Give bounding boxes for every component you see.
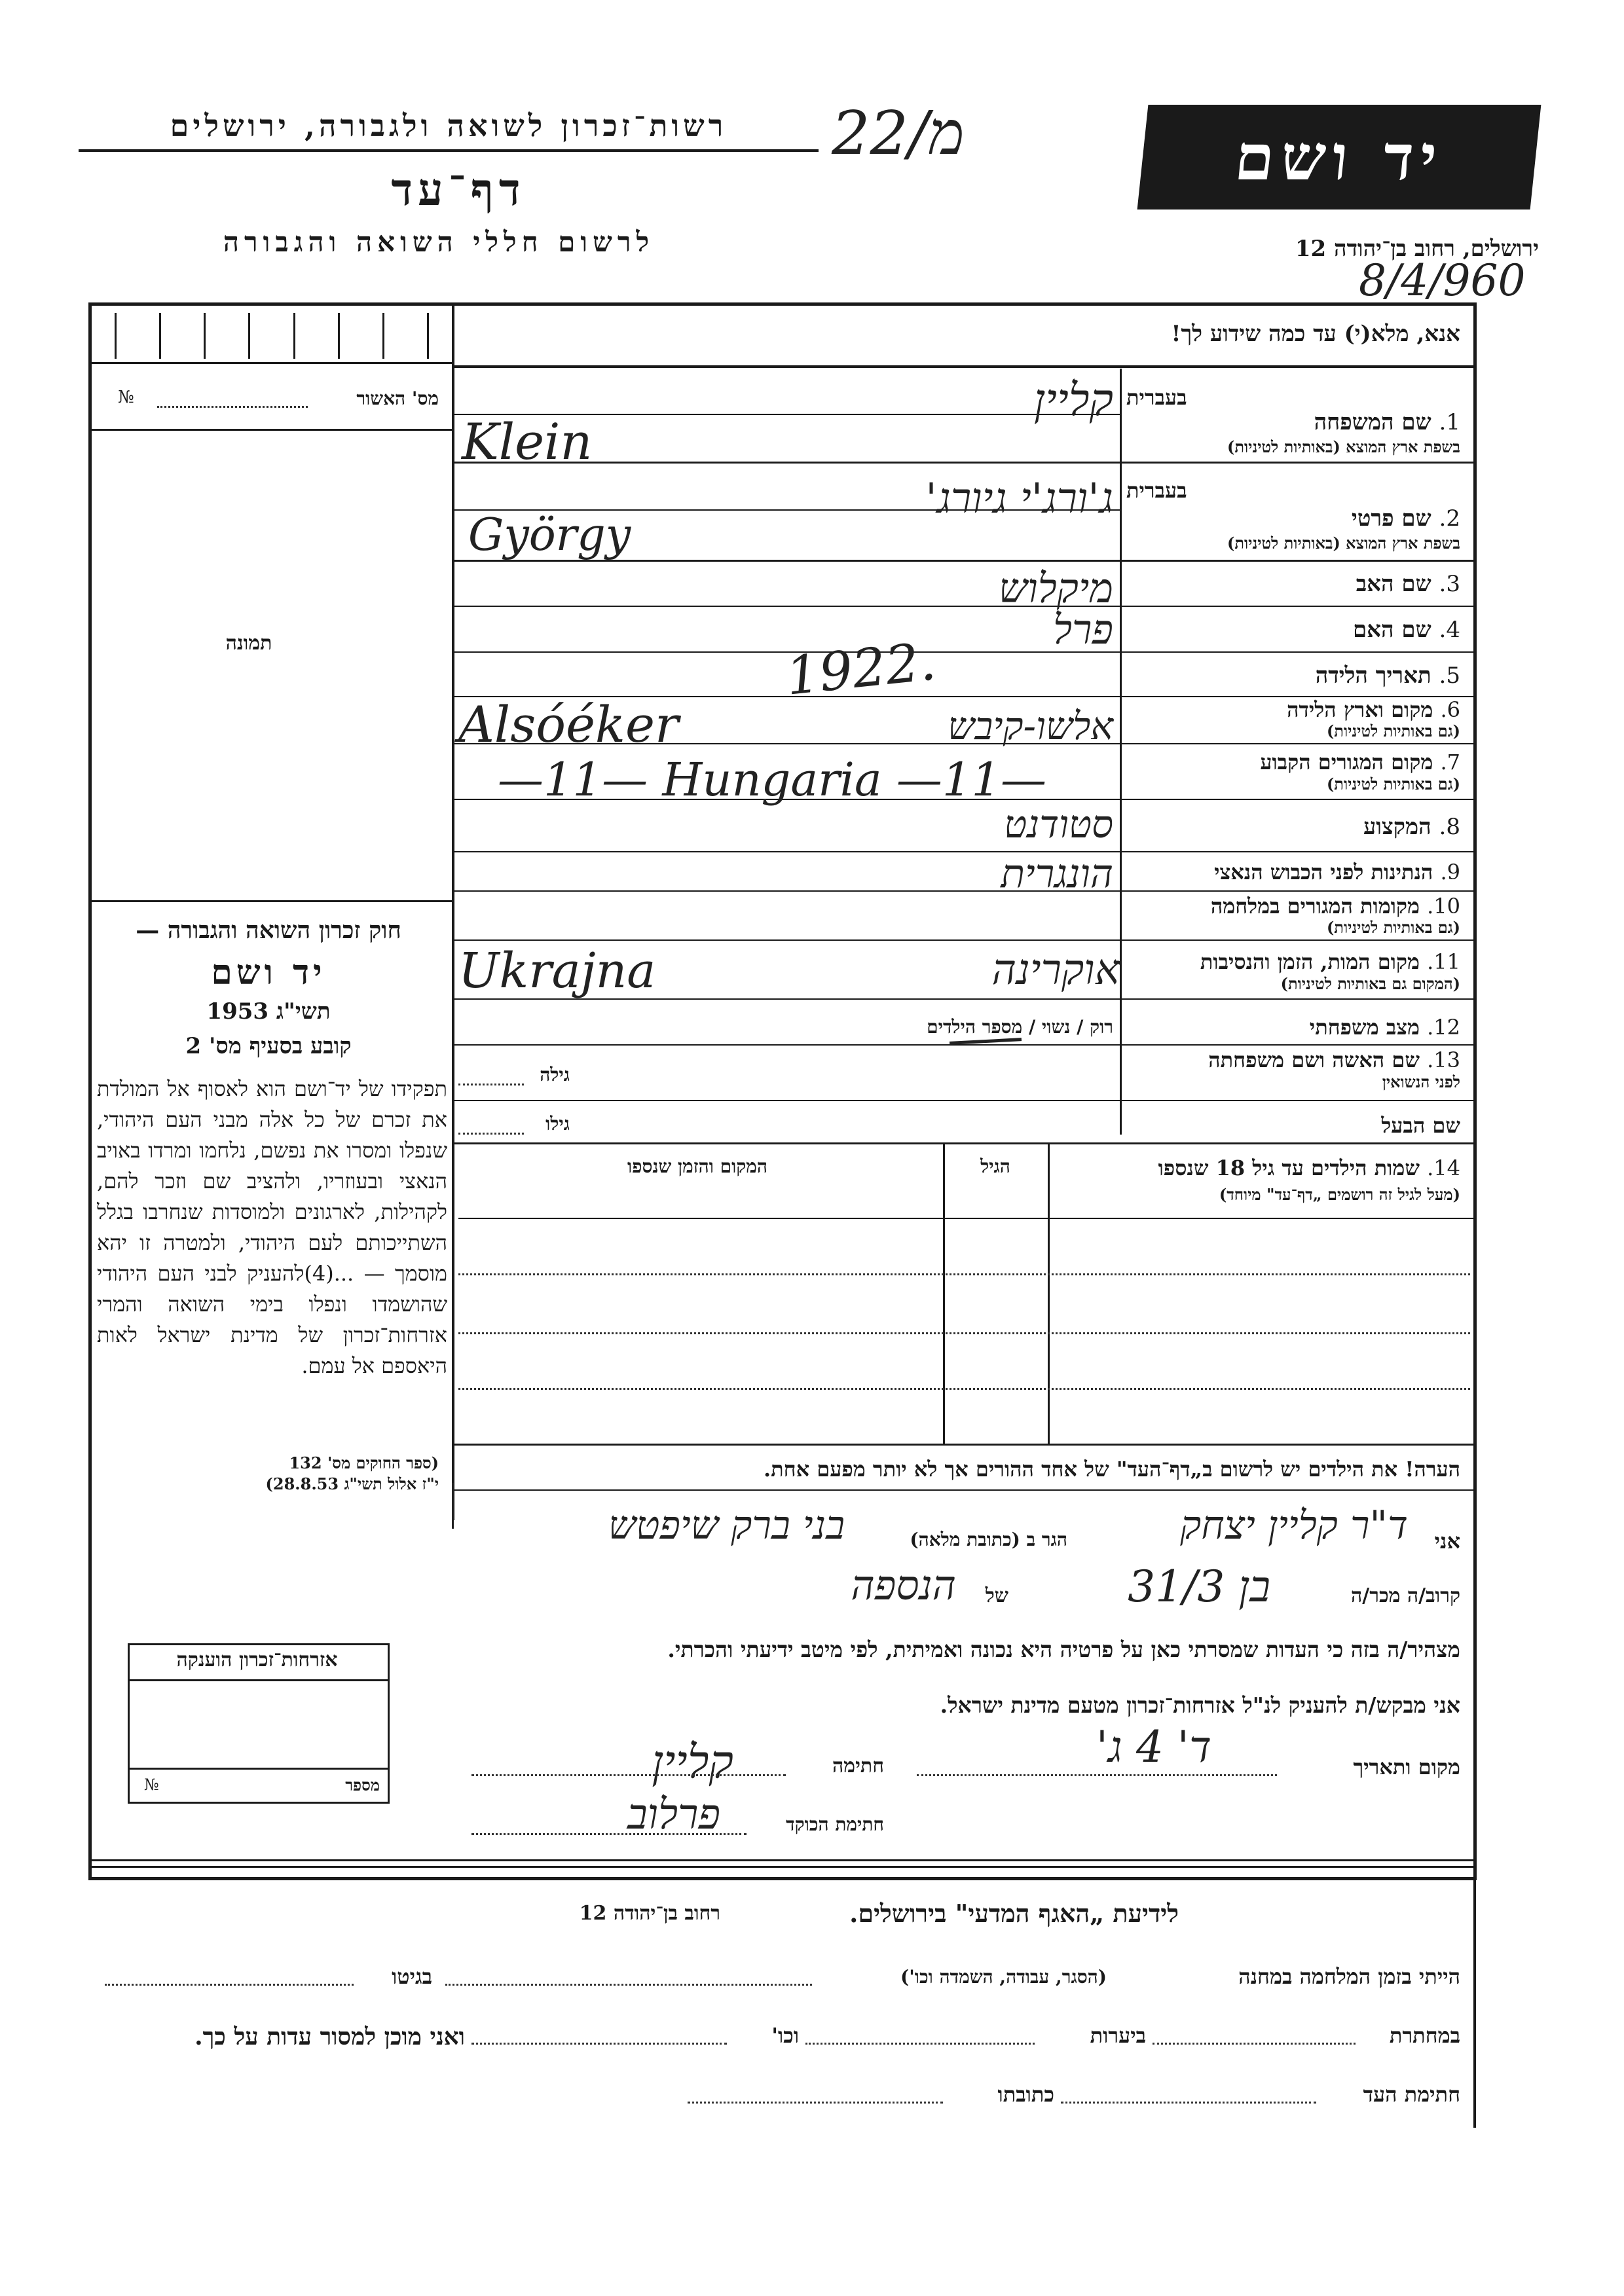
f12-num: 12. [1427,1015,1460,1040]
f4-val: פרל [1053,606,1113,653]
f11-sub: (המקום גם באותיות לטיניות) [1280,974,1460,993]
f11-label-text: מקום המות, הזמן והנסיבות [1200,949,1420,974]
f9-num: 9. [1440,860,1460,884]
photo-box-bottom [92,900,452,902]
of-label: של [985,1584,1008,1607]
f14-row-2 [458,1332,1470,1334]
bottom-line2-d: ואני מוכן למסור עדות על כך. [194,2023,465,2050]
approval-boxes-row [92,362,452,364]
f2-label [1126,505,1460,532]
f14-row-1 [458,1273,1470,1275]
bottom-line1-dots-2 [105,1984,354,1986]
f12-label-text: מצב משפחתי [1309,1015,1420,1040]
approval-no-sign: № [118,388,134,407]
f4-num: 4. [1439,617,1460,643]
f13-label [1126,1048,1460,1072]
f2-val-lat: György [468,509,631,561]
f5-val: 1922. [783,630,939,707]
f5-num: 5. [1439,663,1460,689]
authority-name: רשות־זכרון לשואה ולגבורה, ירושלים [170,108,728,143]
f6-num: 6. [1440,697,1460,722]
bottom-frame-line [1473,1866,1476,2128]
f10-num: 10. [1427,894,1460,919]
yad-vashem-logo [1137,105,1541,210]
f2-label-text: שם פרטי [1351,505,1431,532]
f7-label-text: מקום המגורים הקבוע [1260,750,1433,774]
bottom-line3-b: כתובתו [997,2082,1054,2107]
f6-sub: (גם באותיות לטיניות) [1326,721,1460,740]
law-clause: קובע בסעיף מס' 2 [185,1033,352,1059]
declarant-name-val: ד"ר קליין יצחק [1180,1503,1408,1548]
declarant-box-line [452,1483,471,1529]
f14-sub: (מעל לגיל זה רושמים „דף־עד" מיוחד) [1219,1185,1460,1204]
f4-label-text: שם האם [1352,617,1431,643]
f11-val-lat: Ukrajna [458,943,656,999]
law-title: חוק זכרון השואה והגבורה — [136,917,401,944]
f14-col-age: הגיל [980,1156,1010,1177]
hw-top-number: 22/מ [832,98,965,168]
bottom-line3-dots-1 [1061,2102,1316,2104]
photo-box-top [92,429,452,431]
f1-sub: בשפת ארץ המוצא (באותיות לטיניות) [1227,437,1460,456]
place-date-label: מקום ותאריך [1353,1755,1460,1779]
f8-label-text: המקצוע [1363,814,1431,840]
relation-val: בן 31/3 [1128,1561,1270,1612]
bottom-line2-dots-1 [1153,2043,1356,2045]
note-text: הערה! את הילדים יש לרשום ב„דף־העד" של אחד ההורים אך לא יותר מפעם אחת. [763,1457,1460,1482]
instruction-text: אנא, מלא(י) עד כמה שידוע לך! [1171,321,1460,347]
bottom-line3-a: חתימת העד [1363,2082,1460,2107]
law-ref-2: י"ז אלול תשי"ג 28.8.53) [265,1474,439,1493]
f6-val-heb: אלשו-קיבש [948,704,1113,748]
signature-line [471,1774,786,1776]
husband-label: שם הבעל [1381,1113,1460,1138]
approval-digit-boxes [115,313,429,359]
place-date-val: ד' 4 ג' [1096,1722,1211,1772]
approval-label: מס' האשור [356,388,439,409]
f7-num: 7. [1440,750,1460,774]
bottom-line2-dots-2 [805,2043,1035,2045]
f14-col-sep-1 [1048,1142,1050,1444]
f1-heb-tag: בעברית [1126,385,1187,410]
law-name: יד ושם [211,953,326,993]
place-date-line [917,1774,1277,1776]
bottom-double-rule-1 [92,1859,1473,1861]
hw-date: 8/4/960 [1359,255,1526,306]
bottom-line1-b: (הסגר, עבודה, השמדה וכו') [900,1966,1107,1988]
citizenship-number-label: מספר [345,1776,380,1795]
f10-label-text: מקומות המגורים במלחמה [1210,894,1420,919]
approval-line [157,406,308,408]
declarant-address-label: הגר ב (כתובת מלאה) [910,1529,1067,1550]
f8-num: 8. [1439,814,1460,840]
form-title: דף־עד [391,164,526,216]
f14-header-rule [458,1218,1477,1219]
law-text: תפקידו של יד־ושם הוא לאסוף אל המולדת את זכרם של כל אלה מבני העם היהודי, שנפלו ומסרו את נפשם, נלחמו ומרדו באויב הנאצי ובעוזריו, ולהציב שם וזכר להם, לקהילות, לארגונים ולמוסדות שנחרבו בגלל השתייכותם לעם היהודי, ולמטרה זו יהא מוסמך — ...(4)להעניק לבני העם היהודי שהושמדו ונפלו בימי השואה והמרי אזרחות־זכרון של מדינת ישראל לאות היאספם אל עמם. [97,1076,448,1378]
f9-val: הונגרית [1001,851,1113,897]
f2-val-heb: ג'ורג'י גיורג' [925,475,1113,523]
label-column-separator [1120,369,1122,1135]
husband-age-line [458,1133,524,1135]
f7-val: —11— Hungaria —11— [498,753,1046,807]
row-line-10 [452,939,1477,941]
row-line-12 [452,1044,1477,1046]
bottom-double-rule-2 [92,1866,1473,1868]
f1-label [1126,409,1460,435]
f14-row-3 [458,1388,1470,1390]
form-subtitle: לרשום חללי השואה והגבורה [223,226,655,258]
header-rule [79,149,819,152]
row-line-13 [452,1100,1477,1101]
f2-num: 2. [1439,505,1460,532]
f3-num: 3. [1439,571,1460,597]
f14-col-sep-2 [943,1142,945,1444]
signature-label: חתימה [832,1755,884,1777]
declaration-text: מצהיר/ה בזה כי העדות שמסרתי כאן על פרטיה היא נכונה ואמיתית, לפי מיטב ידיעתי והכרתי. [667,1637,1460,1662]
f7-sub: (גם באותיות לטיניות) [1326,774,1460,793]
f14-label [1048,1156,1460,1180]
f14-col-place: המקום והזמן שנספו [627,1156,767,1177]
f6-label-text: מקום וארץ הלידה [1287,697,1433,722]
instruction-rule [452,365,1477,368]
f1-label-text: שם המשפחה [1314,409,1431,435]
f3-label-text: שם האב [1356,571,1431,597]
bottom-line2-c: וכו' [771,2023,799,2048]
law-year: תשי"ג 1953 [206,998,331,1025]
f8-val: סטודנט [1004,802,1113,847]
citizenship-box-inner-rule [128,1679,390,1681]
row-line-1 [452,462,1477,464]
coordinator-line [471,1833,747,1835]
husband-age-label: גילו [545,1113,570,1135]
of-val: הנספה [851,1561,956,1609]
f14-label-text: שמות הילדים עד גיל 18 שנספו [1158,1156,1420,1180]
bottom-line2-a: במחתרת [1389,2023,1460,2048]
coordinator-val: פרלוב [627,1791,720,1839]
bottom-line1-dots [445,1984,812,1986]
logo-text: יד ושם [1231,120,1447,194]
citizenship-title: אזרחות־זכרון הוענקה [176,1649,338,1671]
bottom-line1-c: בגיטו [392,1964,432,1989]
bottom-line1-a: הייתי בזמן המלחמה במחנה [1238,1964,1460,1989]
f3-label [1126,571,1460,597]
f1-val-heb: קליין [1033,374,1113,426]
citizenship-no-sign: № [144,1776,159,1794]
declarant-ani: אני [1434,1529,1460,1554]
coordinator-label: חתימת הכוקד [786,1813,884,1835]
f11-label [1126,949,1460,974]
f5-label [1126,663,1460,689]
f13-age-label: גילה [540,1064,570,1085]
bottom-line2-b: ביערות [1090,2023,1146,2048]
f14-bottom-rule [452,1444,1477,1446]
signature-val: קליין [652,1735,733,1789]
left-column-separator [452,302,454,1520]
f13-num: 13. [1427,1048,1460,1072]
row-line-husband [452,1142,1477,1144]
f8-label [1126,814,1460,840]
f13-sub: לפני הנשואין [1382,1072,1460,1091]
note-rule [452,1489,1477,1491]
declarant-address-val: בני ברק שיפטש [608,1503,845,1548]
f12-label [1126,1015,1460,1040]
f2-sub: בשפת ארץ המוצא (באותיות לטיניות) [1227,534,1460,553]
f11-val-heb: אוקרינה [991,946,1120,994]
f2-heb-tag: בעברית [1126,478,1187,503]
f13-age-line [458,1084,524,1085]
law-ref-1: (ספר החוקים מס' 132 [289,1453,439,1472]
bottom-title: לידיעת „האגף המדעי" בירושלים. [849,1899,1179,1928]
f6-val: Alsóéker [458,695,679,754]
row-line-4 [452,651,1477,653]
bottom-address: רחוב בן־יהודה 12 [579,1902,720,1925]
f14-num: 14. [1427,1156,1460,1180]
f13-label-text: שם האשה ושם משפחתה [1208,1048,1420,1072]
bottom-line2-dots-3 [471,2043,727,2045]
f11-num: 11. [1427,949,1460,974]
yv-address: ירושלים, רחוב בן־יהודה 12 [1295,236,1539,262]
f4-label [1126,617,1460,643]
f5-label-text: תאריך הלידה [1315,663,1431,689]
f9-label [1126,860,1460,884]
f10-sub: (גם באותיות לטיניות) [1326,918,1460,937]
relation-label: קרוב/ה מכר/ה [1351,1584,1460,1607]
f10-label [1126,894,1460,919]
f6-label [1126,697,1460,722]
f1-num: 1. [1439,409,1460,435]
f7-label [1126,750,1460,774]
f3-val: מיקלוש [999,564,1113,612]
bottom-line3-dots-2 [688,2102,943,2104]
photo-label: תמונה [225,632,272,655]
request-text: אני מבקש/ת להעניק לנ"ל אזרחות־זכרון מטעם מדינת ישראל. [940,1692,1460,1718]
f12-options: רוק / נשוי / מספר הילדים [927,1016,1113,1038]
f1-val-lat: Klein [462,412,593,471]
citizenship-box-number-rule [128,1768,390,1770]
f9-label-text: הנתינות לפני הכבוש הנאצי [1214,860,1433,884]
